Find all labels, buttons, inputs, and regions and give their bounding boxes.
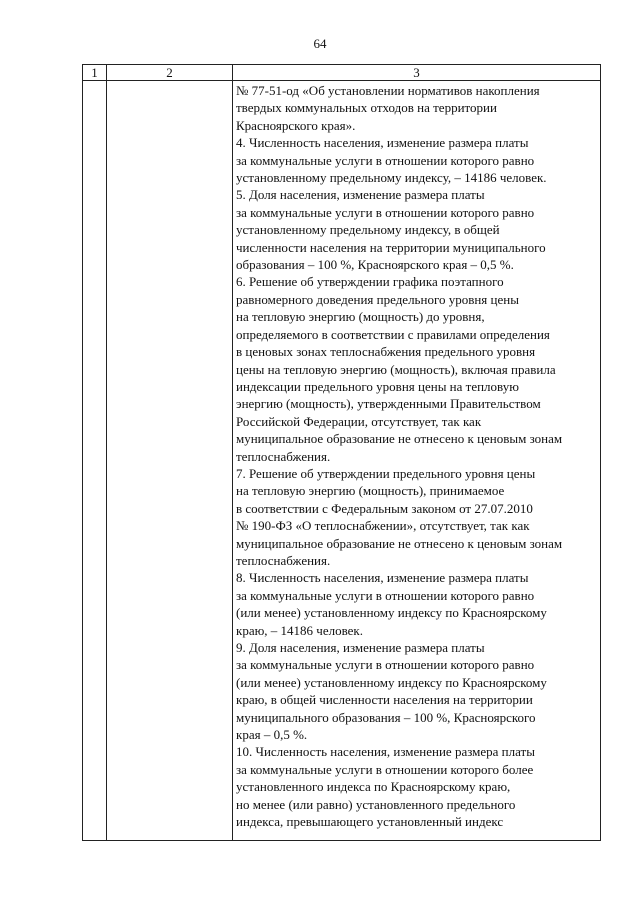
text-line: определяемого в соответствии с правилами определения: [236, 326, 550, 342]
text-line: установленного индекса по Красноярскому краю,: [236, 779, 511, 795]
column-header-2: 2: [107, 65, 233, 81]
text-line: за коммунальные услуги в отношении которого равно: [236, 657, 535, 673]
text-line: муниципального образования – 100 %, Красноярского: [236, 709, 536, 725]
text-line: Красноярского края».: [236, 117, 356, 133]
text-line: равномерного доведения предельного уровня цены: [236, 291, 519, 307]
text-line: теплоснабжения.: [236, 448, 331, 464]
text-line: численности населения на территории муниципального: [236, 239, 546, 255]
text-line: индексации предельного уровня цены на тепловую: [236, 378, 519, 394]
text-line: образования – 100 %, Красноярского края – 0,5 %.: [236, 257, 514, 273]
document-table: [82, 64, 601, 841]
text-line: муниципальное образование не отнесено к ценовым зонам: [236, 535, 563, 551]
text-line: края – 0,5 %.: [236, 727, 308, 743]
text-line: в соответствии с Федеральным законом от 27.07.2010: [236, 500, 533, 516]
text-line: установленному предельному индексу, в общей: [236, 222, 500, 238]
text-line: (или менее) установленному индексу по Красноярскому: [236, 605, 547, 621]
text-line: № 77-51-од «Об установлении нормативов накопления: [236, 83, 540, 98]
text-line: за коммунальные услуги в отношении которого равно: [236, 587, 535, 603]
text-line: установленному предельному индексу, – 14186 человек.: [236, 170, 547, 186]
text-line: 9. Доля населения, изменение размера платы: [236, 640, 485, 655]
text-line: 7. Решение об утверждении предельного уровня цены: [236, 465, 536, 481]
text-line: на тепловую энергию (мощность) до уровня,: [236, 309, 485, 325]
text-line: твердых коммунальных отходов на территории: [236, 100, 497, 116]
text-line: но менее (или равно) установленного предельного: [236, 796, 516, 812]
text-line: за коммунальные услуги в отношении которого равно: [236, 152, 535, 168]
text-line: индекса, превышающего установленный индекс: [236, 814, 504, 830]
text-line: краю, в общей численности населения на территории: [236, 692, 533, 708]
page-number: 64: [313, 36, 327, 51]
column-3-text-cell: [233, 81, 601, 841]
text-line: за коммунальные услуги в отношении которого более: [236, 761, 534, 777]
table-body-row: [83, 81, 601, 841]
text-line: теплоснабжения.: [236, 552, 331, 568]
column-header-1: 1: [83, 65, 107, 81]
table-header-row: [83, 65, 601, 81]
text-line: в ценовых зонах теплоснабжения предельного уровня: [236, 344, 536, 360]
text-line: (или менее) установленному индексу по Красноярскому: [236, 674, 547, 690]
column-header-3: 3: [233, 65, 601, 81]
text-line: краю, – 14186 человек.: [236, 622, 363, 638]
text-line: цены на тепловую энергию (мощность), включая правила: [236, 361, 556, 377]
text-line: 6. Решение об утверждении графика поэтапного: [236, 274, 504, 290]
text-line: на тепловую энергию (мощность), принимаемое: [236, 483, 505, 499]
text-line: Российской Федерации, отсутствует, так как: [236, 413, 482, 429]
text-line: 4. Численность населения, изменение размера платы: [236, 135, 529, 151]
column-1-cell: [83, 81, 107, 841]
text-line: за коммунальные услуги в отношении которого равно: [236, 204, 535, 220]
text-line: 5. Доля населения, изменение размера платы: [236, 187, 485, 203]
text-line: муниципальное образование не отнесено к ценовым зонам: [236, 431, 563, 447]
text-line: энергию (мощность), утвержденными Правительством: [236, 396, 541, 412]
text-line: № 190-ФЗ «О теплоснабжении», отсутствует, так как: [236, 518, 530, 534]
column-2-cell: [107, 81, 233, 841]
text-line: 8. Численность населения, изменение размера платы: [236, 570, 529, 586]
text-line: 10. Численность населения, изменение размера платы: [236, 744, 535, 760]
